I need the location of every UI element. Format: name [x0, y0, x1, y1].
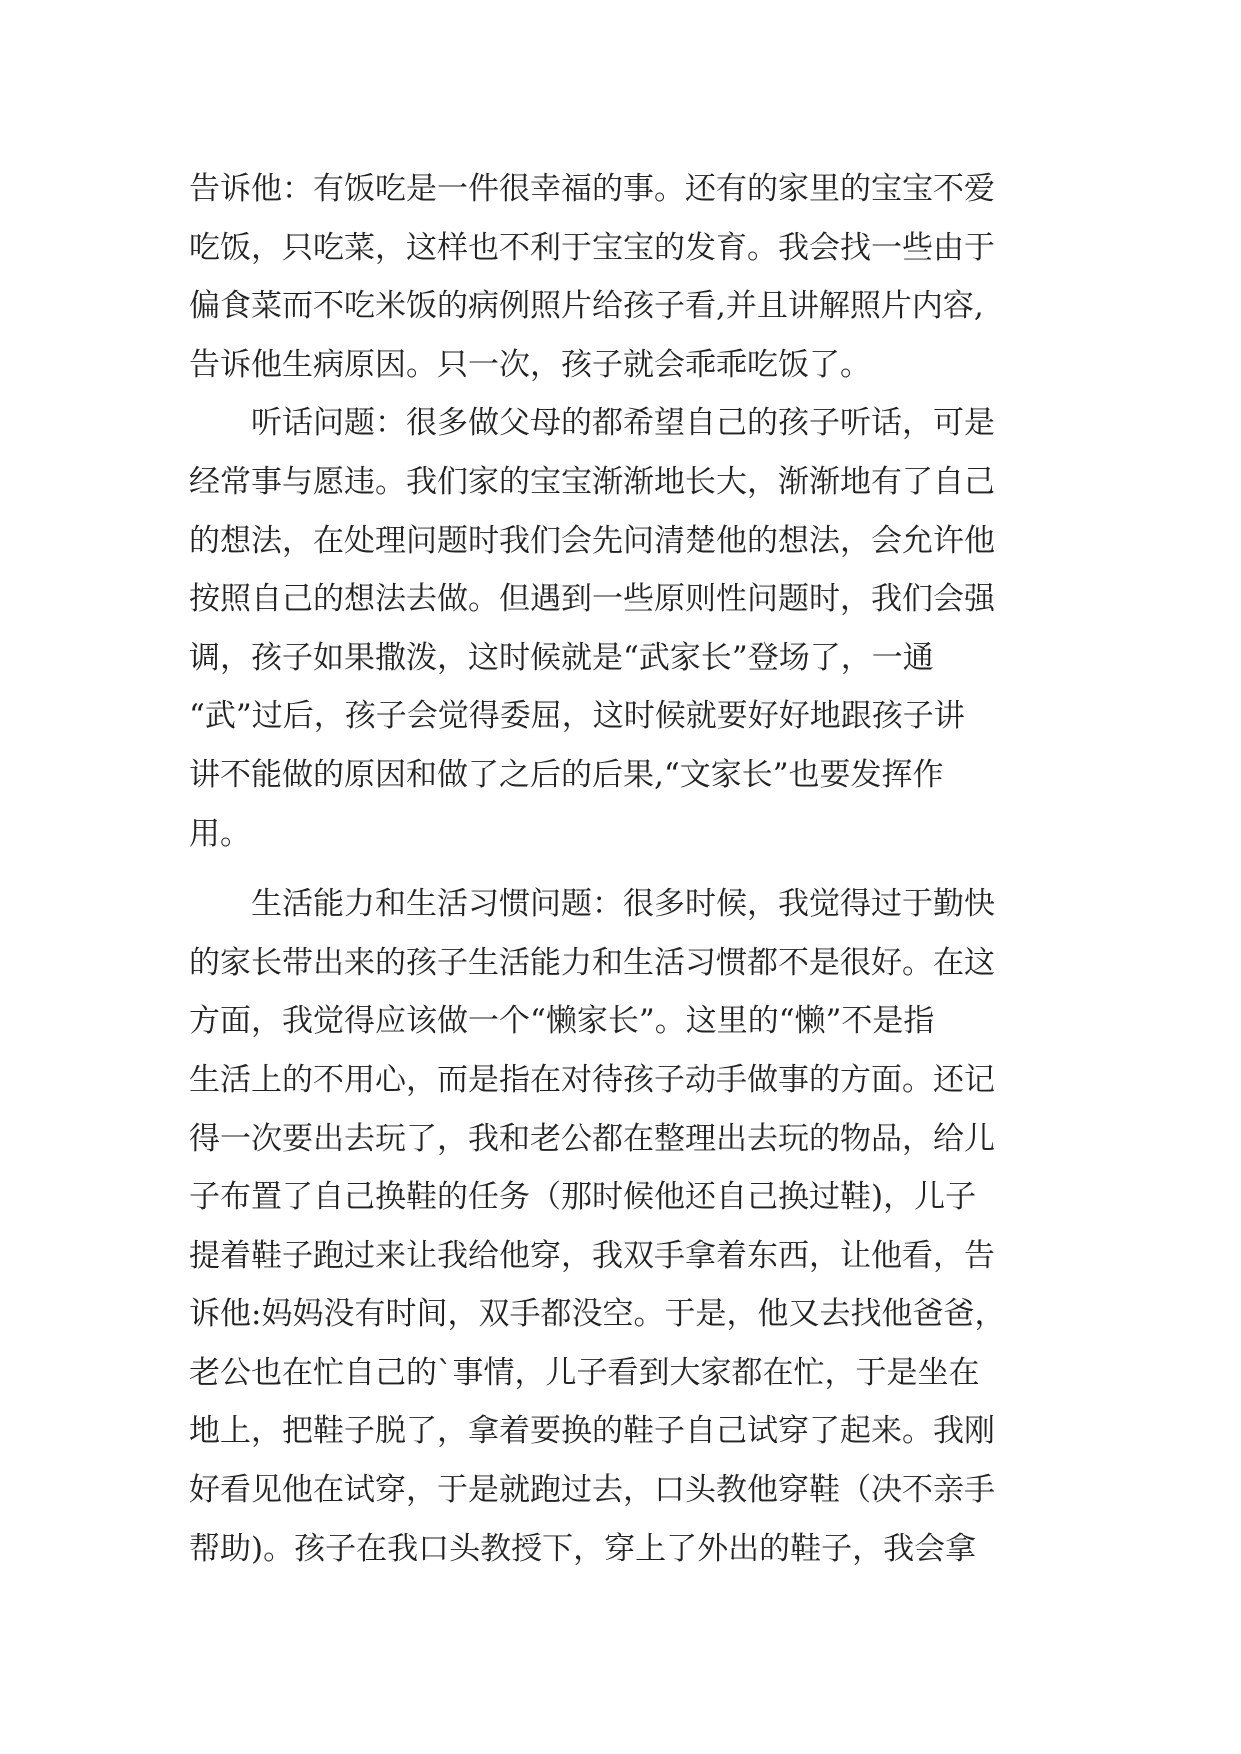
text-line: 经常事与愿违。我们家的宝宝渐渐地长大，渐渐地有了自己 — [189, 463, 995, 500]
text-line: 讲不能做的原因和做了之后的后果,“文家长”也要发挥作 — [189, 756, 944, 793]
paragraph-life-skills — [189, 875, 1089, 1578]
text-line: 帮助)。孩子在我口头教授下，穿上了外出的鞋子，我会拿 — [189, 1530, 977, 1567]
text-line: 调，孩子如果撒泼，这时候就是“武家长”登场了，一通 — [189, 639, 934, 676]
text-line: 得一次要出去玩了，我和老公都在整理出去玩的物品，给儿 — [189, 1120, 995, 1157]
text-line: 听话问题：很多做父母的都希望自己的孩子听话，可是 — [189, 405, 995, 442]
text-line: 地上，把鞋子脱了，拿着要换的鞋子自己试穿了起来。我刚 — [189, 1413, 995, 1450]
text-line: 诉他:妈妈没有时间，双手都没空。于是，他又去找他爸爸， — [189, 1296, 1006, 1333]
text-line: 偏食菜而不吃米饭的病例照片给孩子看,并且讲解照片内容, — [189, 288, 984, 325]
text-line: 好看见他在试穿，于是就跑过去，口头教他穿鞋（决不亲手 — [189, 1472, 995, 1509]
text-line: 的家长带出来的孩子生活能力和生活习惯都不是很好。在这 — [189, 944, 995, 981]
text-line: 老公也在忙自己的`事情，儿子看到大家都在忙，于是坐在 — [189, 1354, 980, 1391]
body-text — [189, 160, 1089, 1578]
text-line: 生活能力和生活习惯问题：很多时候，我觉得过于勤快 — [189, 886, 995, 923]
text-line: 告诉他生病原因。只一次，孩子就会乖乖吃饭了。 — [189, 346, 871, 383]
text-line: 子布置了自己换鞋的任务（那时候他还自己换过鞋)，儿子 — [189, 1179, 977, 1216]
text-line: 吃饭，只吃菜，这样也不利于宝宝的发育。我会找一些由于 — [189, 229, 995, 266]
text-line: 告诉他：有饭吃是一件很幸福的事。还有的家里的宝宝不爱 — [189, 171, 995, 207]
text-line: 提着鞋子跑过来让我给他穿，我双手拿着东西，让他看，告 — [189, 1237, 995, 1274]
text-line: 按照自己的想法去做。但遇到一些原则性问题时，我们会强 — [189, 581, 995, 618]
text-line: 方面，我觉得应该做一个“懒家长”。这里的“懒”不是指 — [189, 1003, 935, 1040]
text-line: “武”过后，孩子会觉得委屈，这时候就要好好地跟孩子讲 — [189, 698, 965, 735]
text-line: 生活上的不用心，而是指在对待孩子动手做事的方面。还记 — [189, 1061, 995, 1098]
paragraph-rice — [189, 160, 1089, 394]
text-line: 用。 — [189, 815, 251, 852]
text-line: 的想法，在处理问题时我们会先问清楚他的想法，会允许他 — [189, 522, 995, 559]
paragraph-obedience — [189, 394, 1089, 863]
